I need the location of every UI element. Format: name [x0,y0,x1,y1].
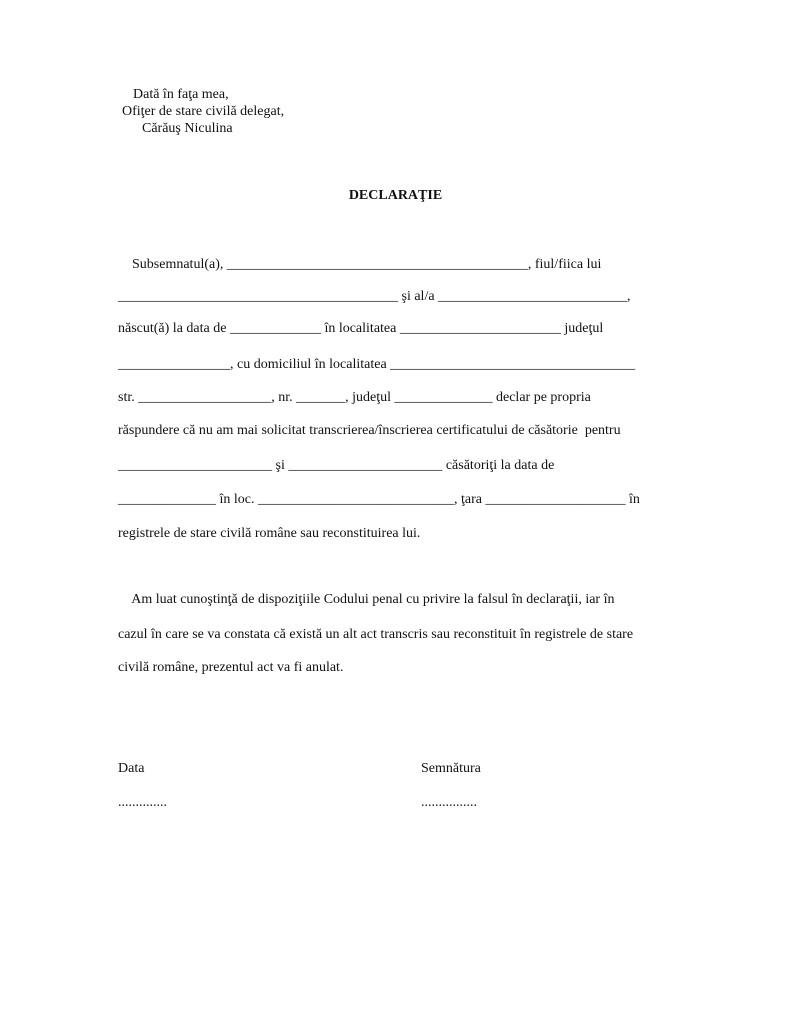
declaration-line [118,287,658,307]
signature-field: ................ [421,795,477,810]
declaration-line-text: născut(ă) la data de _____________ în localitatea _______________________ judeţul [118,321,604,336]
notice-line-text: Am luat cunoştinţă de dispoziţiile Codului penal cu privire la falsul în declaraţii, iar în [118,592,615,607]
header-line-name: Cărăuş Niculina [142,121,233,136]
signature-label: Semnătura [421,761,481,776]
declaration-line-text: ________________________________________ şi al/a ___________________________, [118,289,631,304]
declaration-line [118,490,658,510]
declaration-line-text: Subsemnatul(a), ___________________________________________, fiul/fiica lui [118,257,602,272]
declaration-line-text: registrele de stare civilă române sau reconstituirea lui. [118,526,421,541]
notice-line [118,625,658,645]
header-line-officer: Ofiţer de stare civilă delegat, [122,104,285,119]
date-field: .............. [118,795,167,810]
date-label: Data [118,761,145,776]
declaration-line [118,388,658,408]
declaration-line-text: ______________ în loc. ____________________________, ţara ____________________ în [118,492,640,507]
declaration-line [118,421,658,441]
declaration-line-text: răspundere că nu am mai solicitat transcrierea/înscrierea certificatului de căsătorie pentru [118,423,621,438]
notice-line [118,590,658,610]
declaration-line [118,524,658,544]
notice-line [118,658,658,678]
declaration-line [118,255,658,275]
declaration-line-text: str. ___________________, nr. _______, judeţul ______________ declar pe propria [118,390,591,405]
declaration-line [118,355,658,375]
declaration-line [118,319,658,339]
notice-line-text: cazul în care se va constata că există un alt act transcris sau reconstituit în registrele de stare [118,627,634,642]
declaration-line-text: ______________________ şi ______________________ căsătoriţi la data de [118,458,555,473]
document-title: DECLARAŢIE [348,188,443,203]
declaration-line [118,456,658,476]
notice-line-text: civilă române, prezentul act va fi anulat. [118,660,344,675]
header-line-given: Dată în faţa mea, [133,87,229,102]
declaration-line-text: ________________, cu domiciliul în localitatea ___________________________________ [118,357,636,372]
